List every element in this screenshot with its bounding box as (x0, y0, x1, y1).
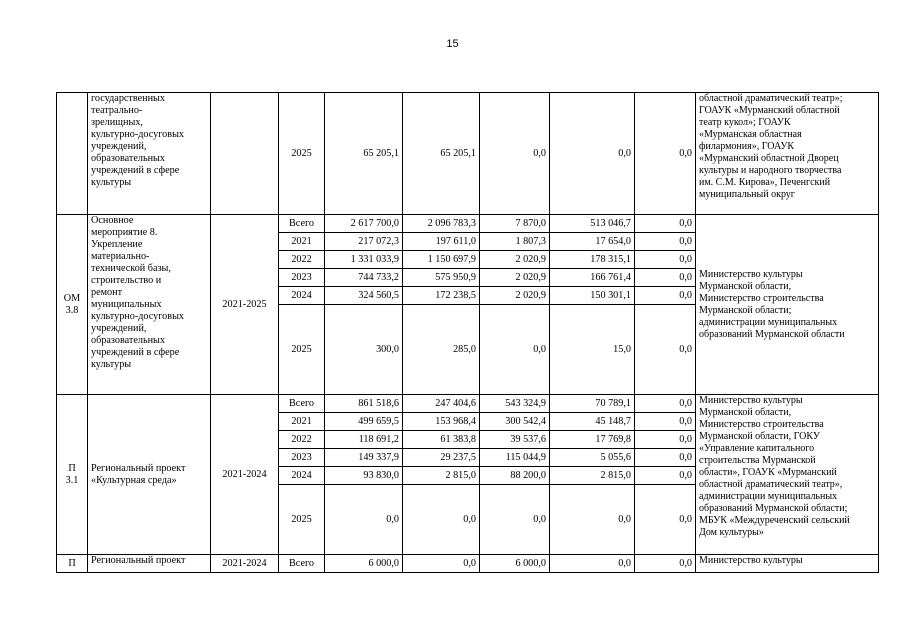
regional-budget-cell: 0,0 (403, 485, 480, 555)
local-budget-cell: 0,0 (550, 93, 635, 215)
total-cell: 118 691,2 (325, 431, 403, 449)
local-budget-cell: 513 046,7 (550, 215, 635, 233)
total-cell: 65 205,1 (325, 93, 403, 215)
local-budget-cell: 45 148,7 (550, 413, 635, 431)
local-budget-cell: 70 789,1 (550, 395, 635, 413)
regional-budget-cell: 61 383,8 (403, 431, 480, 449)
other-sources-cell: 0,0 (635, 467, 696, 485)
federal-budget-cell: 115 044,9 (480, 449, 550, 467)
regional-budget-cell: 197 611,0 (403, 233, 480, 251)
federal-budget-cell: 0,0 (480, 485, 550, 555)
total-cell: 0,0 (325, 485, 403, 555)
federal-budget-cell: 88 200,0 (480, 467, 550, 485)
executor-cell: Министерство культуры (696, 555, 879, 573)
total-cell: 1 331 033,9 (325, 251, 403, 269)
year-cell: Всего (279, 215, 325, 233)
measure-name-cell: Региональный проект (88, 555, 211, 573)
regional-budget-cell: 285,0 (403, 305, 480, 395)
regional-budget-cell: 65 205,1 (403, 93, 480, 215)
year-cell: Всего (279, 555, 325, 573)
local-budget-cell: 178 315,1 (550, 251, 635, 269)
other-sources-cell: 0,0 (635, 449, 696, 467)
regional-budget-cell: 2 096 783,3 (403, 215, 480, 233)
other-sources-cell: 0,0 (635, 233, 696, 251)
other-sources-cell: 0,0 (635, 251, 696, 269)
code-cell: ОМ 3.8 (57, 215, 88, 395)
other-sources-cell: 0,0 (635, 431, 696, 449)
other-sources-cell: 0,0 (635, 287, 696, 305)
regional-budget-cell: 1 150 697,9 (403, 251, 480, 269)
federal-budget-cell: 6 000,0 (480, 555, 550, 573)
executor-cell: Министерство культуры Мурманской области, Министерство строительства Мурманской области; администрации муниципальных образований Мурманской области (696, 215, 879, 395)
page-number: 15 (446, 38, 459, 50)
federal-budget-cell: 2 020,9 (480, 251, 550, 269)
other-sources-cell: 0,0 (635, 555, 696, 573)
year-cell: 2021 (279, 413, 325, 431)
total-cell: 6 000,0 (325, 555, 403, 573)
local-budget-cell: 150 301,1 (550, 287, 635, 305)
local-budget-cell: 17 654,0 (550, 233, 635, 251)
federal-budget-cell: 2 020,9 (480, 269, 550, 287)
local-budget-cell: 17 769,8 (550, 431, 635, 449)
total-cell: 324 560,5 (325, 287, 403, 305)
measure-name-cell: Региональный проект «Культурная среда» (88, 395, 211, 555)
federal-budget-cell: 0,0 (480, 93, 550, 215)
year-cell: 2021 (279, 233, 325, 251)
other-sources-cell: 0,0 (635, 269, 696, 287)
total-cell: 217 072,3 (325, 233, 403, 251)
table-row-om38-total (57, 215, 879, 233)
total-cell: 93 830,0 (325, 467, 403, 485)
table-row-p31-total (57, 395, 879, 413)
table-row-continuation (57, 93, 879, 215)
year-cell: 2024 (279, 287, 325, 305)
federal-budget-cell: 2 020,9 (480, 287, 550, 305)
total-cell: 744 733,2 (325, 269, 403, 287)
period-cell: 2021-2025 (211, 215, 279, 395)
other-sources-cell: 0,0 (635, 485, 696, 555)
period-cell: 2021-2024 (211, 395, 279, 555)
table-row-last (57, 555, 879, 573)
total-cell: 861 518,6 (325, 395, 403, 413)
total-cell: 149 337,9 (325, 449, 403, 467)
regional-budget-cell: 153 968,4 (403, 413, 480, 431)
federal-budget-cell: 543 324,9 (480, 395, 550, 413)
measure-name-cell: государственных театрально- зрелищных, культурно-досуговых учреждений, образовательных учреждений в сфере культуры (88, 93, 211, 215)
other-sources-cell: 0,0 (635, 215, 696, 233)
year-cell: 2022 (279, 431, 325, 449)
regional-budget-cell: 2 815,0 (403, 467, 480, 485)
other-sources-cell: 0,0 (635, 395, 696, 413)
year-cell: 2022 (279, 251, 325, 269)
year-cell: 2025 (279, 305, 325, 395)
local-budget-cell: 166 761,4 (550, 269, 635, 287)
federal-budget-cell: 1 807,3 (480, 233, 550, 251)
code-cell: П (57, 555, 88, 573)
federal-budget-cell: 7 870,0 (480, 215, 550, 233)
federal-budget-cell: 39 537,6 (480, 431, 550, 449)
federal-budget-cell: 300 542,4 (480, 413, 550, 431)
local-budget-cell: 0,0 (550, 555, 635, 573)
executor-cell: Министерство культуры Мурманской области, Министерство строительства Мурманской области, ГОКУ «Управление капитального строительства Мурманской области», ГОАУК «Мурманский областной драматический театр», администрации муниципальных образований Мурманской области; МБУК «Междуреченский сельский Дом культуры» (696, 395, 879, 555)
total-cell: 2 617 700,0 (325, 215, 403, 233)
regional-budget-cell: 172 238,5 (403, 287, 480, 305)
regional-budget-cell: 575 950,9 (403, 269, 480, 287)
period-cell: 2021-2024 (211, 555, 279, 573)
local-budget-cell: 15,0 (550, 305, 635, 395)
year-cell: 2025 (279, 485, 325, 555)
measure-name-cell: Основное мероприятие 8. Укрепление материально- технической базы, строительство и ремонт муниципальных культурно-досуговых учреждений, образовательных учреждений в сфере культуры (88, 215, 211, 395)
year-cell: 2025 (279, 93, 325, 215)
code-cell (57, 93, 88, 215)
period-cell (211, 93, 279, 215)
year-cell: Всего (279, 395, 325, 413)
year-cell: 2023 (279, 269, 325, 287)
local-budget-cell: 0,0 (550, 485, 635, 555)
federal-budget-cell: 0,0 (480, 305, 550, 395)
other-sources-cell: 0,0 (635, 305, 696, 395)
year-cell: 2023 (279, 449, 325, 467)
year-cell: 2024 (279, 467, 325, 485)
regional-budget-cell: 247 404,6 (403, 395, 480, 413)
local-budget-cell: 5 055,6 (550, 449, 635, 467)
code-cell: П 3.1 (57, 395, 88, 555)
local-budget-cell: 2 815,0 (550, 467, 635, 485)
total-cell: 300,0 (325, 305, 403, 395)
regional-budget-cell: 29 237,5 (403, 449, 480, 467)
total-cell: 499 659,5 (325, 413, 403, 431)
budget-table (56, 92, 879, 573)
executor-cell: областной драматический театр»; ГОАУК «Мурманский областной театр кукол»; ГОАУК «Мурманская областная филармония», ГОАУК «Мурманский областной Дворец культуры и народного творчества им. С.М. Кирова», Печенгский муниципальный округ (696, 93, 879, 215)
other-sources-cell: 0,0 (635, 413, 696, 431)
regional-budget-cell: 0,0 (403, 555, 480, 573)
other-sources-cell: 0,0 (635, 93, 696, 215)
